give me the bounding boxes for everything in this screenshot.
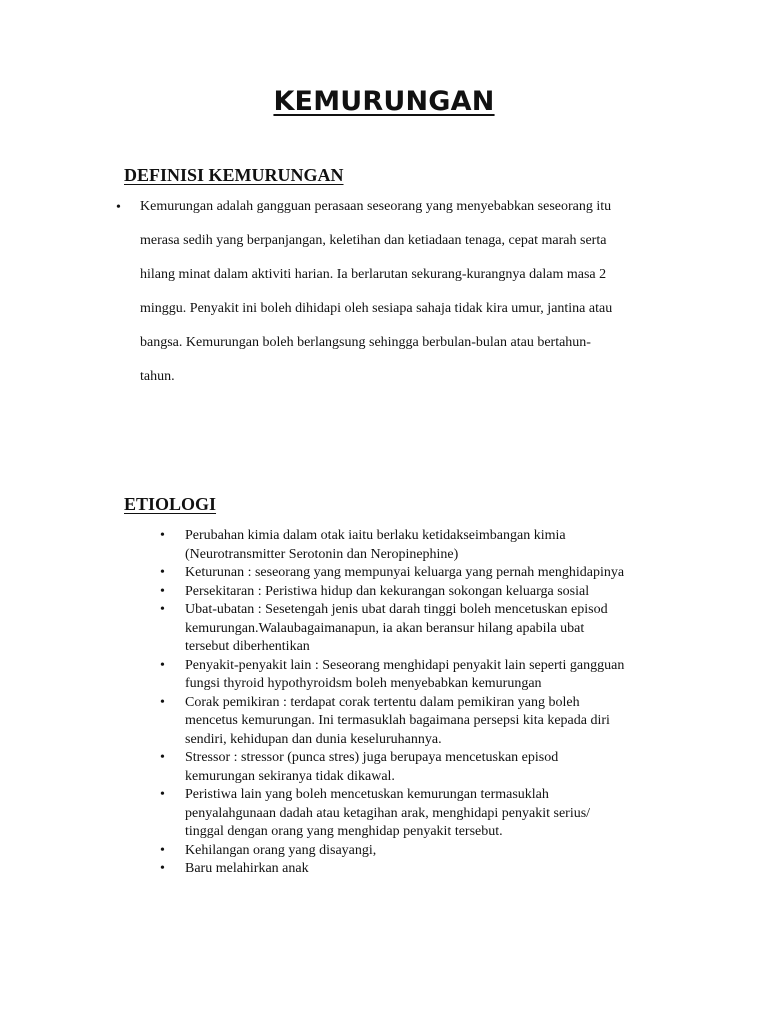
etiology-line: sendiri, kehidupan dan dunia keseluruhannya. <box>185 731 442 747</box>
etiology-line: kemurungan sekiranya tidak dikawal. <box>185 768 395 784</box>
etiology-item-other-events <box>160 786 700 842</box>
etiology-line: (Neurotransmitter Serotonin dan Neropinephine) <box>185 546 459 562</box>
list-bullet: • <box>160 750 165 765</box>
definition-line: Kemurungan adalah gangguan perasaan seseorang yang menyebabkan seseorang itu <box>140 199 612 214</box>
etiology-line: kemurungan.Walaubagaimanapun, ia akan beransur hilang apabila ubat <box>185 620 585 636</box>
etiology-line: Stressor : stressor (punca stres) juga berupaya mencetuskan episod <box>185 750 559 765</box>
list-bullet: • <box>160 842 165 858</box>
etiology-list <box>160 527 700 879</box>
etiology-item-medication <box>160 601 700 657</box>
definition-heading: DEFINISI KEMURUNGAN <box>124 165 344 185</box>
list-bullet: • <box>160 602 165 617</box>
etiology-item-heredity <box>160 564 700 583</box>
list-bullet: • <box>160 583 165 599</box>
definition-line: minggu. Penyakit ini boleh dihidapi oleh sesiapa sahaja tidak kira umur, jantina atau <box>140 301 613 316</box>
list-bullet: • <box>160 787 165 802</box>
etiology-line: Persekitaran : Peristiwa hidup dan kekurangan sokongan keluarga sosial <box>185 583 590 599</box>
list-bullet: • <box>160 528 165 543</box>
etiology-line: Peristiwa lain yang boleh mencetuskan kemurungan termasuklah <box>185 787 549 802</box>
definition-line: tahun. <box>140 369 175 384</box>
etiology-item-chemical <box>160 527 700 564</box>
etiology-line: Kehilangan orang yang disayangi, <box>185 842 377 858</box>
etiology-line: Baru melahirkan anak <box>185 861 309 876</box>
etiology-item-other-diseases <box>160 657 700 694</box>
definition-line: bangsa. Kemurungan boleh berlangsung sehingga berbulan-bulan atau bertahun- <box>140 335 591 350</box>
etiology-line: Penyakit-penyakit lain : Seseorang menghidapi penyakit lain seperti gangguan <box>185 657 625 673</box>
list-bullet: • <box>160 565 165 580</box>
etiology-heading: ETIOLOGI <box>124 494 217 514</box>
etiology-item-thinking-pattern <box>160 694 700 750</box>
etiology-line: Corak pemikiran : terdapat corak tertentu dalam pemikiran yang boleh <box>185 694 580 710</box>
etiology-line: tersebut diberhentikan <box>185 639 310 654</box>
etiology-line: Perubahan kimia dalam otak iaitu berlaku ketidakseimbangan kimia <box>185 528 566 543</box>
etiology-item-stressor <box>160 749 700 786</box>
etiology-line: tinggal dengan orang yang menghidap penyakit tersebut. <box>185 824 503 839</box>
list-bullet: • <box>160 861 165 876</box>
definition-bullet: • <box>116 200 121 215</box>
etiology-line: fungsi thyroid hypothyroidsm boleh menyebabkan kemurungan <box>185 676 542 691</box>
etiology-item-loss <box>160 842 700 861</box>
definition-line: merasa sedih yang berpanjangan, keletihan dan ketiadaan tenaga, cepat marah serta <box>140 233 607 248</box>
definition-paragraph <box>140 197 680 401</box>
etiology-line: mencetus kemurungan. Ini termasuklah bagaimana persepsi kita kepada diri <box>185 713 610 728</box>
etiology-item-environment <box>160 583 700 602</box>
etiology-line: Ubat-ubatan : Sesetengah jenis ubat darah tinggi boleh mencetuskan episod <box>185 602 608 617</box>
list-bullet: • <box>160 694 165 710</box>
etiology-line: Keturunan : seseorang yang mempunyai keluarga yang pernah menghidapinya <box>185 565 625 580</box>
document-title: KEMURUNGAN <box>273 86 495 117</box>
etiology-item-childbirth <box>160 860 700 879</box>
etiology-line: penyalahgunaan dadah atau ketagihan arak, menghidapi penyakit serius/ <box>185 805 591 821</box>
definition-line: hilang minat dalam aktiviti harian. Ia berlarutan sekurang-kurangnya dalam masa 2 <box>140 267 607 282</box>
list-bullet: • <box>160 657 165 673</box>
